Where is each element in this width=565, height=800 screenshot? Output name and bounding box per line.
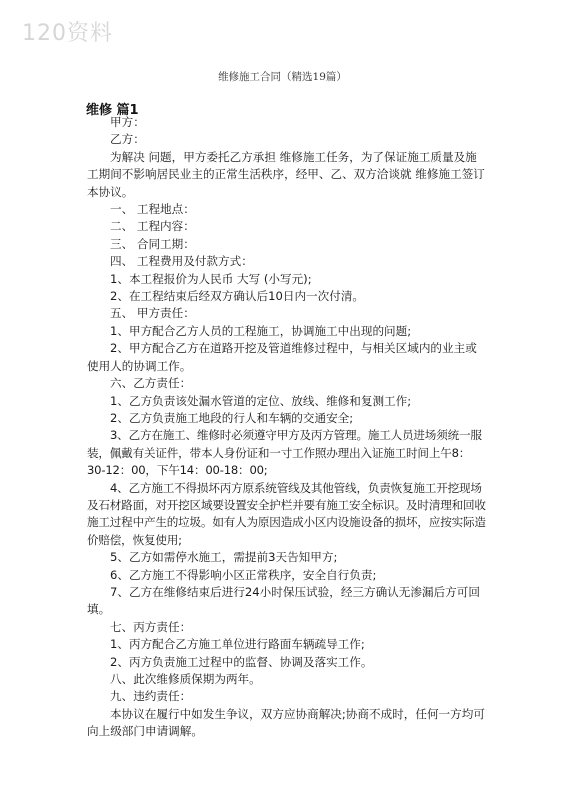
clause-4-item-1: 1、本工程报价为人民币 大写 (小写元); — [110, 271, 312, 286]
clause-6-item-1: 1、乙方负责该处漏水管道的定位、放线、维修和复测工作; — [110, 393, 412, 408]
clause-6-item-2: 2、乙方负责施工地段的行人和车辆的交通安全; — [110, 410, 354, 425]
clause-6-item-6: 6、乙方施工不得影响小区正常秩序，安全自行负责; — [110, 567, 377, 582]
section-heading: 维修 篇1 — [86, 103, 139, 118]
contract-body — [87, 114, 487, 741]
clause-2-heading: 二、 工程内容： — [110, 219, 195, 234]
clause-6-item-7: 7、乙方在维修结束后进行24小时保压试验，经三方确认无渗漏后方可回填。 — [87, 584, 480, 617]
clause-4-heading: 四、 工程费用及付款方式： — [110, 254, 253, 269]
clause-6-item-5: 5、乙方如需停水施工，需提前3天告知甲方; — [110, 550, 338, 565]
clause-7-item-2: 2、丙方负责施工过程中的监督、协调及落实工作。 — [110, 654, 373, 669]
clause-7-item-1: 1、丙方配合乙方施工单位进行路面车辆疏导工作; — [110, 637, 365, 652]
document-title: 维修施工合同（精选19篇） — [218, 71, 347, 83]
clause-7-heading: 七、丙方责任： — [110, 619, 192, 634]
clause-5-heading: 五、 甲方责任： — [110, 306, 195, 321]
watermark-text: 120资料 — [22, 21, 113, 46]
clause-4-item-2: 2、在工程结束后经双方确认后10日内一次付清。 — [110, 289, 365, 304]
clause-1-heading: 一、 工程地点： — [110, 202, 195, 217]
intro-paragraph: 为解决 问题，甲方委托乙方承担 维修施工任务，为了保证施工质量及施工期间不影响居民业主的正常生活秩序，经甲、乙、双方洽谈就 维修施工签订本协议。 — [87, 149, 485, 199]
clause-8-line: 八、此次维修质保期为两年。 — [110, 672, 261, 686]
clause-5-item-2: 2、甲方配合乙方在道路开挖及管道维修过程中，与相关区域内的业主或使用人的协调工作。 — [87, 341, 477, 373]
clause-6-item-3: 3、乙方在施工、维修时必须遵守甲方及丙方管理。施工人员进场须统一服装，佩戴有关证件，带本人身份证和一寸工作照办理出入证施工时间上午8：30-12：00，下午14：00-18：00; — [87, 428, 482, 478]
clause-9-heading: 九、违约责任： — [110, 689, 192, 704]
clause-3-heading: 三、 合同工期： — [110, 236, 195, 251]
clause-6-item-4: 4、乙方施工不得损坏丙方原系统管线及其他管线，负责恢复施工开挖现场及石材路面，对开挖区域要设置安全护栏并要有施工安全标识。及时清理和回收施工过程中产生的垃圾。如有人为原因造成小区内设施设备的损坏，应按实际造价赔偿，恢复使用; — [87, 480, 486, 547]
clause-9-text: 本协议在履行中如发生争议，双方应协商解决;协商不成时，任何一方均可向上级部门申请调解。 — [87, 706, 485, 739]
party-a-line: 甲方： — [110, 115, 145, 129]
clause-5-item-1: 1、甲方配合乙方人员的工程施工，协调施工中出现的问题; — [110, 323, 412, 338]
party-b-line: 乙方： — [110, 132, 145, 147]
clause-6-heading: 六、乙方责任： — [110, 376, 192, 391]
